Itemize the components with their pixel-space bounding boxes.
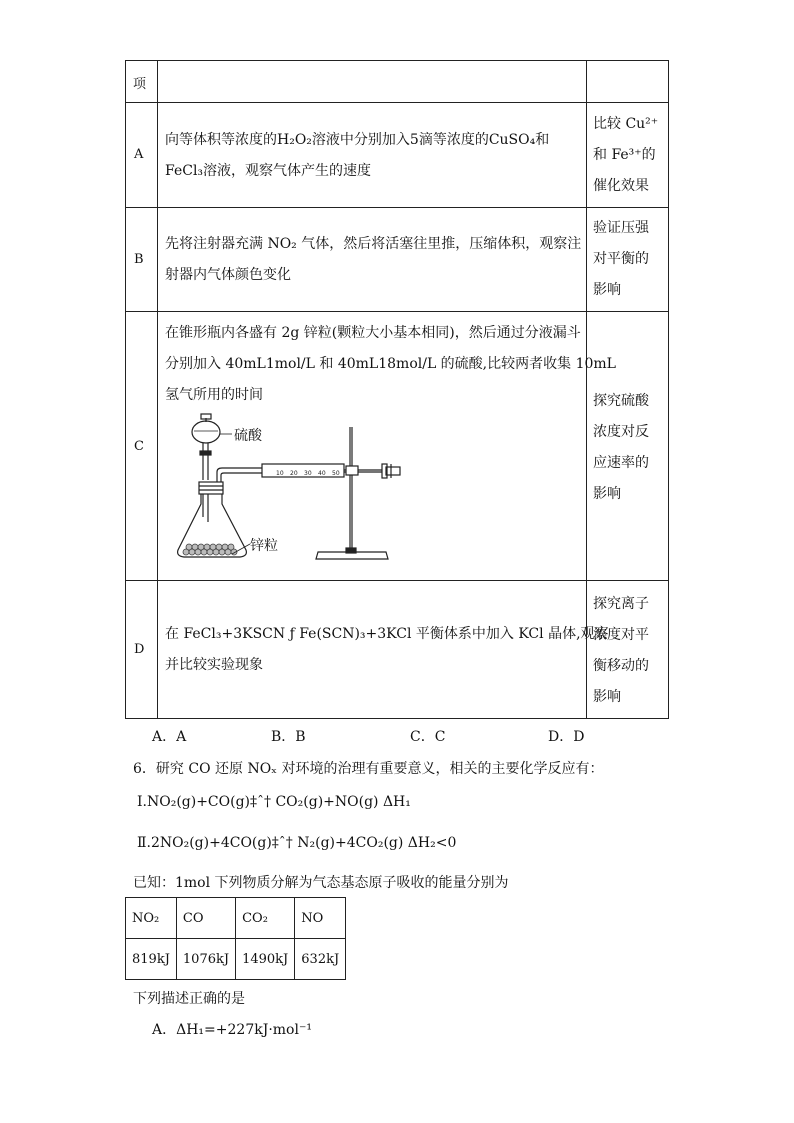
row-a-purpose bbox=[593, 109, 658, 202]
energy-table-values bbox=[126, 939, 346, 980]
row-b-purpose-3: 影响 bbox=[593, 282, 621, 298]
row-b-purpose-1: 验证压强 bbox=[593, 220, 649, 236]
reaction-2: Ⅱ.2NO₂(g)+4CO(g)‡ˆ† N₂(g)+4CO₂(g) ΔH₂<0 bbox=[137, 835, 457, 851]
row-d-content bbox=[165, 619, 609, 681]
header-no: NO bbox=[295, 898, 346, 939]
row-d-purpose-1: 探究离子 bbox=[593, 596, 649, 612]
option-b[interactable]: B．B bbox=[271, 729, 306, 745]
header-co2: CO₂ bbox=[236, 898, 295, 939]
row-d-label: D bbox=[134, 642, 145, 657]
option-a[interactable]: A．A bbox=[152, 729, 187, 745]
row-a-label: A bbox=[134, 147, 144, 162]
row-a-line-1: 向等体积等浓度的H₂O₂溶液中分别加入5滴等浓度的CuSO₄和 bbox=[165, 132, 550, 148]
reaction-1: Ⅰ.NO₂(g)+CO(g)‡ˆ† CO₂(g)+NO(g) ΔH₁ bbox=[137, 794, 411, 810]
tick-10: 10 bbox=[276, 470, 284, 477]
option-c[interactable]: C．C bbox=[410, 729, 446, 745]
flask-stopper bbox=[199, 482, 223, 494]
row-b-purpose bbox=[593, 213, 649, 306]
row-c-purpose-1: 探究硫酸 bbox=[593, 393, 649, 409]
row-c-line-3: 氢气所用的时间 bbox=[165, 387, 263, 403]
table-header-label: 项 bbox=[133, 77, 147, 92]
row-a-line-2: FeCl₃溶液，观察气体产生的速度 bbox=[165, 163, 372, 179]
question-6-option-a[interactable]: A．ΔH₁=+227kJ·mol⁻¹ bbox=[152, 1022, 312, 1038]
question-prompt: 下列描述正确的是 bbox=[133, 991, 245, 1007]
value-no2: 819kJ bbox=[126, 939, 177, 980]
question-6-stem: 6．研究 CO 还原 NOₓ 对环境的治理有重要意义，相关的主要化学反应有： bbox=[133, 761, 604, 777]
row-c-purpose-3: 应速率的 bbox=[593, 455, 649, 471]
row-b-line-1: 先将注射器充满 NO₂ 气体，然后将活塞往里推，压缩体积，观察注 bbox=[165, 236, 582, 252]
energy-table bbox=[125, 897, 346, 980]
row-d-purpose-4: 影响 bbox=[593, 689, 621, 705]
row-a-purpose-2: 和 Fe³⁺的 bbox=[593, 147, 656, 163]
row-b-purpose-2: 对平衡的 bbox=[593, 251, 649, 267]
known-statement: 已知：1mol 下列物质分解为气态基态原子吸收的能量分别为 bbox=[133, 875, 509, 891]
funnel-label: 硫酸 bbox=[234, 428, 262, 444]
row-c-content bbox=[165, 318, 616, 411]
option-d[interactable]: D．D bbox=[548, 729, 585, 745]
apparatus-figure bbox=[170, 412, 415, 572]
row-c-line-1: 在锥形瓶内各盛有 2g 锌粒(颗粒大小基本相同)，然后通过分液漏斗 bbox=[165, 325, 581, 341]
row-a-purpose-1: 比较 Cu²⁺ bbox=[593, 116, 659, 132]
header-co: CO bbox=[176, 898, 235, 939]
tick-40: 40 bbox=[318, 470, 326, 477]
tick-50: 50 bbox=[332, 470, 340, 477]
zinc-granules bbox=[183, 544, 237, 555]
row-c-purpose bbox=[593, 386, 649, 510]
value-co: 1076kJ bbox=[176, 939, 235, 980]
tick-20: 20 bbox=[290, 470, 298, 477]
value-no: 632kJ bbox=[295, 939, 346, 980]
row-c-purpose-4: 影响 bbox=[593, 486, 621, 502]
row-b-content bbox=[165, 229, 581, 291]
row-d-line-1: 在 FeCl₃+3KSCN ƒ Fe(SCN)₃+3KCl 平衡体系中加入 KCl 晶体,观察 bbox=[165, 626, 609, 642]
row-c-label: C bbox=[134, 439, 144, 454]
row-c-line-2: 分别加入 40mL1mol/L 和 40mL18mol/L 的硫酸,比较两者收集 10mL bbox=[165, 356, 616, 372]
header-no2: NO₂ bbox=[126, 898, 177, 939]
funnel-bulb bbox=[192, 421, 220, 443]
zinc-label: 锌粒 bbox=[250, 538, 278, 554]
row-b-line-2: 射器内气体颜色变化 bbox=[165, 267, 291, 283]
energy-table-header bbox=[126, 898, 346, 939]
row-d-purpose bbox=[593, 589, 649, 713]
row-a-purpose-3: 催化效果 bbox=[593, 178, 649, 194]
row-d-line-2: 并比较实验现象 bbox=[165, 657, 263, 673]
row-a-content bbox=[165, 125, 549, 187]
value-co2: 1490kJ bbox=[236, 939, 295, 980]
tick-30: 30 bbox=[304, 470, 312, 477]
row-c-purpose-2: 浓度对反 bbox=[593, 424, 649, 440]
row-b-label: B bbox=[134, 252, 144, 267]
row-d-purpose-2: 浓度对平 bbox=[593, 627, 649, 643]
row-d-purpose-3: 衡移动的 bbox=[593, 658, 649, 674]
